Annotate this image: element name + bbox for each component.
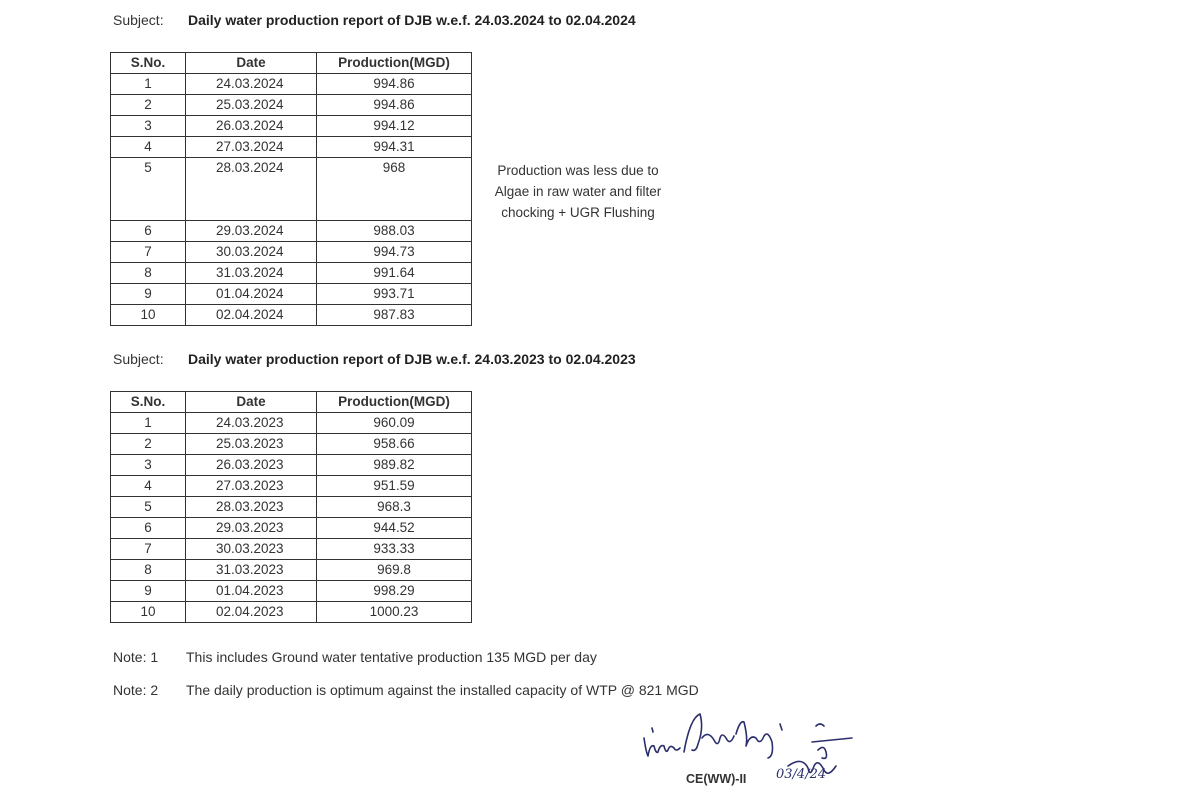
cell-sno: 4 xyxy=(111,137,186,158)
cell-sno: 1 xyxy=(111,74,186,95)
table-row xyxy=(111,602,472,623)
subject-label: Subject: xyxy=(113,351,164,367)
production-table-2023 xyxy=(110,391,472,623)
cell-sno: 5 xyxy=(111,497,186,518)
cell-date: 29.03.2023 xyxy=(186,518,317,539)
cell-date: 30.03.2024 xyxy=(186,242,317,263)
cell-sno: 9 xyxy=(111,581,186,602)
cell-sno: 6 xyxy=(111,518,186,539)
cell-production: 994.86 xyxy=(317,95,472,116)
cell-production: 989.82 xyxy=(317,455,472,476)
cell-production: 969.8 xyxy=(317,560,472,581)
cell-sno: 10 xyxy=(111,602,186,623)
table-row xyxy=(111,560,472,581)
cell-sno: 3 xyxy=(111,455,186,476)
cell-production: 987.83 xyxy=(317,305,472,326)
table-row xyxy=(111,74,472,95)
table-row xyxy=(111,263,472,284)
cell-sno: 6 xyxy=(111,221,186,242)
cell-production: 958.66 xyxy=(317,434,472,455)
cell-date: 25.03.2023 xyxy=(186,434,317,455)
subject-label: Subject: xyxy=(113,12,164,28)
cell-date: 26.03.2023 xyxy=(186,455,317,476)
cell-production: 994.73 xyxy=(317,242,472,263)
table-header-row xyxy=(111,53,472,74)
table-row xyxy=(111,137,472,158)
subject-2024 xyxy=(113,12,636,28)
subject-text: Daily water production report of DJB w.e.f. 24.03.2023 to 02.04.2023 xyxy=(188,351,636,367)
table-row xyxy=(111,581,472,602)
cell-production: 944.52 xyxy=(317,518,472,539)
cell-sno: 1 xyxy=(111,413,186,434)
cell-date: 30.03.2023 xyxy=(186,539,317,560)
cell-sno: 10 xyxy=(111,305,186,326)
table-row xyxy=(111,455,472,476)
cell-date: 31.03.2024 xyxy=(186,263,317,284)
table-row xyxy=(111,116,472,137)
note-label: Note: 2 xyxy=(113,682,159,698)
note-label: Note: 1 xyxy=(113,649,159,665)
table-row xyxy=(111,242,472,263)
header-date: Date xyxy=(186,53,317,74)
cell-date: 28.03.2023 xyxy=(186,497,317,518)
header-production: Production(MGD) xyxy=(317,392,472,413)
table-row xyxy=(111,284,472,305)
note-text: This includes Ground water tentative production 135 MGD per day xyxy=(186,649,597,665)
table-row xyxy=(111,434,472,455)
cell-sno: 2 xyxy=(111,95,186,116)
signature xyxy=(640,708,860,798)
note-1 xyxy=(113,649,597,665)
cell-production: 998.29 xyxy=(317,581,472,602)
table-row xyxy=(111,476,472,497)
note-text: The daily production is optimum against the installed capacity of WTP @ 821 MGD xyxy=(186,682,699,698)
subject-text: Daily water production report of DJB w.e.f. 24.03.2024 to 02.04.2024 xyxy=(188,12,636,28)
signature-scribble-icon xyxy=(640,708,860,798)
designation: CE(WW)-II xyxy=(686,772,747,786)
cell-production: 960.09 xyxy=(317,413,472,434)
cell-date: 26.03.2024 xyxy=(186,116,317,137)
cell-sno: 5 xyxy=(111,158,186,221)
cell-production: 993.71 xyxy=(317,284,472,305)
cell-sno: 8 xyxy=(111,263,186,284)
cell-date: 25.03.2024 xyxy=(186,95,317,116)
production-table-2024 xyxy=(110,52,472,326)
cell-date: 01.04.2023 xyxy=(186,581,317,602)
cell-production: 933.33 xyxy=(317,539,472,560)
remark-line: Algae in raw water and filter xyxy=(494,184,662,199)
cell-sno: 2 xyxy=(111,434,186,455)
header-sno: S.No. xyxy=(111,392,186,413)
note-2 xyxy=(113,682,699,698)
cell-production: 988.03 xyxy=(317,221,472,242)
cell-sno: 9 xyxy=(111,284,186,305)
header-date: Date xyxy=(186,392,317,413)
cell-production: 991.64 xyxy=(317,263,472,284)
cell-date: 27.03.2023 xyxy=(186,476,317,497)
header-sno: S.No. xyxy=(111,53,186,74)
cell-production: 994.31 xyxy=(317,137,472,158)
cell-sno: 8 xyxy=(111,560,186,581)
table-row xyxy=(111,497,472,518)
subject-2023 xyxy=(113,351,636,367)
table-row xyxy=(111,221,472,242)
table-row xyxy=(111,158,472,221)
cell-production: 968.3 xyxy=(317,497,472,518)
remark-line: chocking + UGR Flushing xyxy=(501,205,655,220)
cell-date: 24.03.2023 xyxy=(186,413,317,434)
cell-date: 02.04.2023 xyxy=(186,602,317,623)
cell-sno: 7 xyxy=(111,539,186,560)
cell-date: 31.03.2023 xyxy=(186,560,317,581)
table-row xyxy=(111,413,472,434)
signature-date: 03/4/24 xyxy=(776,767,827,782)
cell-production: 994.86 xyxy=(317,74,472,95)
cell-date: 24.03.2024 xyxy=(186,74,317,95)
cell-production: 1000.23 xyxy=(317,602,472,623)
header-production: Production(MGD) xyxy=(317,53,472,74)
cell-date: 02.04.2024 xyxy=(186,305,317,326)
table-row xyxy=(111,518,472,539)
cell-date: 01.04.2024 xyxy=(186,284,317,305)
table-header-row xyxy=(111,392,472,413)
table-row xyxy=(111,539,472,560)
cell-production: 968 xyxy=(317,158,472,221)
cell-sno: 4 xyxy=(111,476,186,497)
cell-sno: 3 xyxy=(111,116,186,137)
cell-production: 951.59 xyxy=(317,476,472,497)
table-row xyxy=(111,95,472,116)
cell-sno: 7 xyxy=(111,242,186,263)
cell-date: 27.03.2024 xyxy=(186,137,317,158)
cell-date: 28.03.2024 xyxy=(186,158,317,221)
production-remark xyxy=(478,160,678,223)
cell-production: 994.12 xyxy=(317,116,472,137)
remark-line: Production was less due to xyxy=(497,163,659,178)
table-row xyxy=(111,305,472,326)
cell-date: 29.03.2024 xyxy=(186,221,317,242)
